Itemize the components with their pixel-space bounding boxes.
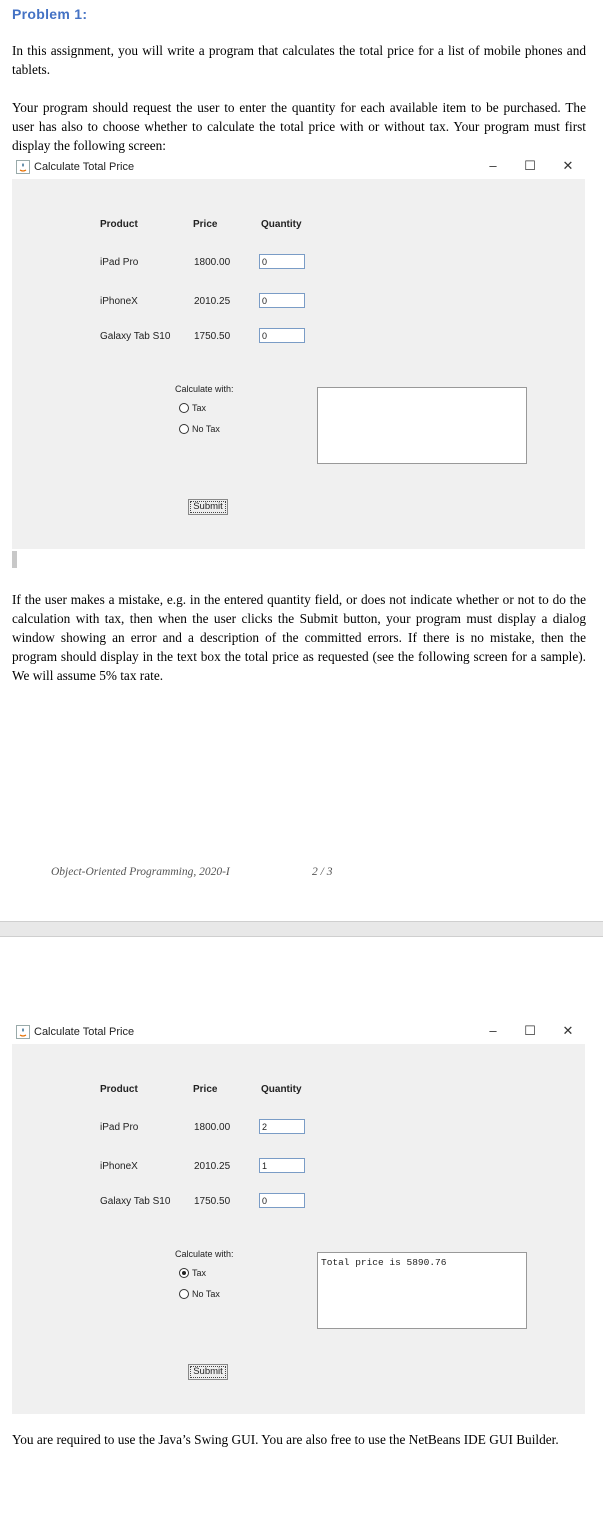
footer-page-number: 2 / 3 <box>312 866 333 878</box>
radio-circle[interactable] <box>179 1289 189 1299</box>
header-quantity: Quantity <box>261 219 302 230</box>
tax-label: Tax <box>192 1268 207 1278</box>
maximize-button[interactable]: ☐ <box>524 1023 536 1038</box>
header-price: Price <box>193 1084 218 1095</box>
intro-paragraph: In this assignment, you will write a program that calculates the total price for a list of mobile phones and tablets. <box>12 43 586 77</box>
submit-button[interactable]: Submit <box>188 1364 228 1380</box>
minimize-button[interactable]: – <box>489 158 497 173</box>
product-price: 2010.25 <box>194 296 231 307</box>
tax-label: Tax <box>192 403 207 413</box>
header-product: Product <box>100 219 138 230</box>
window-title: Calculate Total Price <box>34 161 135 173</box>
product-name: Galaxy Tab S10 <box>100 331 171 342</box>
quantity-input[interactable]: 2 <box>259 1119 305 1134</box>
window-title: Calculate Total Price <box>34 1026 135 1038</box>
window-titlebar-2 <box>12 1022 586 1044</box>
quantity-input[interactable]: 0 <box>259 1193 305 1208</box>
quantity-input[interactable]: 1 <box>259 1158 305 1173</box>
radio-circle[interactable] <box>179 424 189 434</box>
quantity-input[interactable]: 0 <box>259 293 305 308</box>
close-button[interactable]: ✕ <box>562 1023 574 1038</box>
minimize-button[interactable]: – <box>489 1023 497 1038</box>
java-app-icon <box>16 160 30 174</box>
header-quantity: Quantity <box>261 1084 302 1095</box>
window-content-2 <box>12 1044 585 1414</box>
product-price: 1800.00 <box>194 257 231 268</box>
no-tax-radio[interactable] <box>179 424 220 434</box>
text-cursor-mark <box>12 551 17 568</box>
header-price: Price <box>193 219 218 230</box>
maximize-button[interactable]: ☐ <box>524 158 536 173</box>
product-price: 1750.50 <box>194 1196 231 1207</box>
closing-paragraph: You are required to use the Java’s Swing GUI. You are also free to use the NetBeans IDE GUI Builder. <box>12 1432 559 1447</box>
no-tax-label: No Tax <box>192 424 220 434</box>
window-content-1 <box>12 179 585 549</box>
window-titlebar-1 <box>12 157 586 179</box>
header-product: Product <box>100 1084 138 1095</box>
errors-paragraph: If the user makes a mistake, e.g. in the entered quantity field, or does not indicate whether or not to do the calculation with tax, then when the user clicks the Submit button, your program must display a dialog window showing an error and a description of the committed errors. If there is no mistake, then the program should display in the text box the total price as requested (see the following screen for a sample). We will assume 5% tax rate. <box>12 592 586 683</box>
radio-circle-selected[interactable] <box>179 1268 189 1278</box>
tax-radio[interactable] <box>179 1268 206 1278</box>
page-break <box>0 921 603 937</box>
submit-button[interactable]: Submit <box>188 499 228 515</box>
product-name: iPad Pro <box>100 257 139 268</box>
footer-course: Object-Oriented Programming, 2020-I <box>51 866 230 878</box>
no-tax-label: No Tax <box>192 1289 220 1299</box>
product-name: iPhoneX <box>100 296 138 307</box>
result-textbox[interactable]: Total price is 5890.76 <box>317 1252 527 1329</box>
calculate-with-label: Calculate with: <box>175 384 234 394</box>
problem-heading: Problem 1: <box>12 6 88 22</box>
no-tax-radio[interactable] <box>179 1289 220 1299</box>
close-button[interactable]: ✕ <box>562 158 574 173</box>
quantity-input[interactable]: 0 <box>259 328 305 343</box>
tax-radio[interactable] <box>179 403 206 413</box>
product-price: 2010.25 <box>194 1161 231 1172</box>
product-price: 1800.00 <box>194 1122 231 1133</box>
quantity-input[interactable]: 0 <box>259 254 305 269</box>
calculate-with-label: Calculate with: <box>175 1249 234 1259</box>
radio-circle[interactable] <box>179 403 189 413</box>
java-app-icon <box>16 1025 30 1039</box>
product-price: 1750.50 <box>194 331 231 342</box>
product-name: Galaxy Tab S10 <box>100 1196 171 1207</box>
request-paragraph: Your program should request the user to enter the quantity for each available item to be purchased. The user has also to choose whether to calculate the total price with or without tax. Your program must first display the following screen: <box>12 100 586 153</box>
result-textbox[interactable] <box>317 387 527 464</box>
product-name: iPhoneX <box>100 1161 138 1172</box>
product-name: iPad Pro <box>100 1122 139 1133</box>
